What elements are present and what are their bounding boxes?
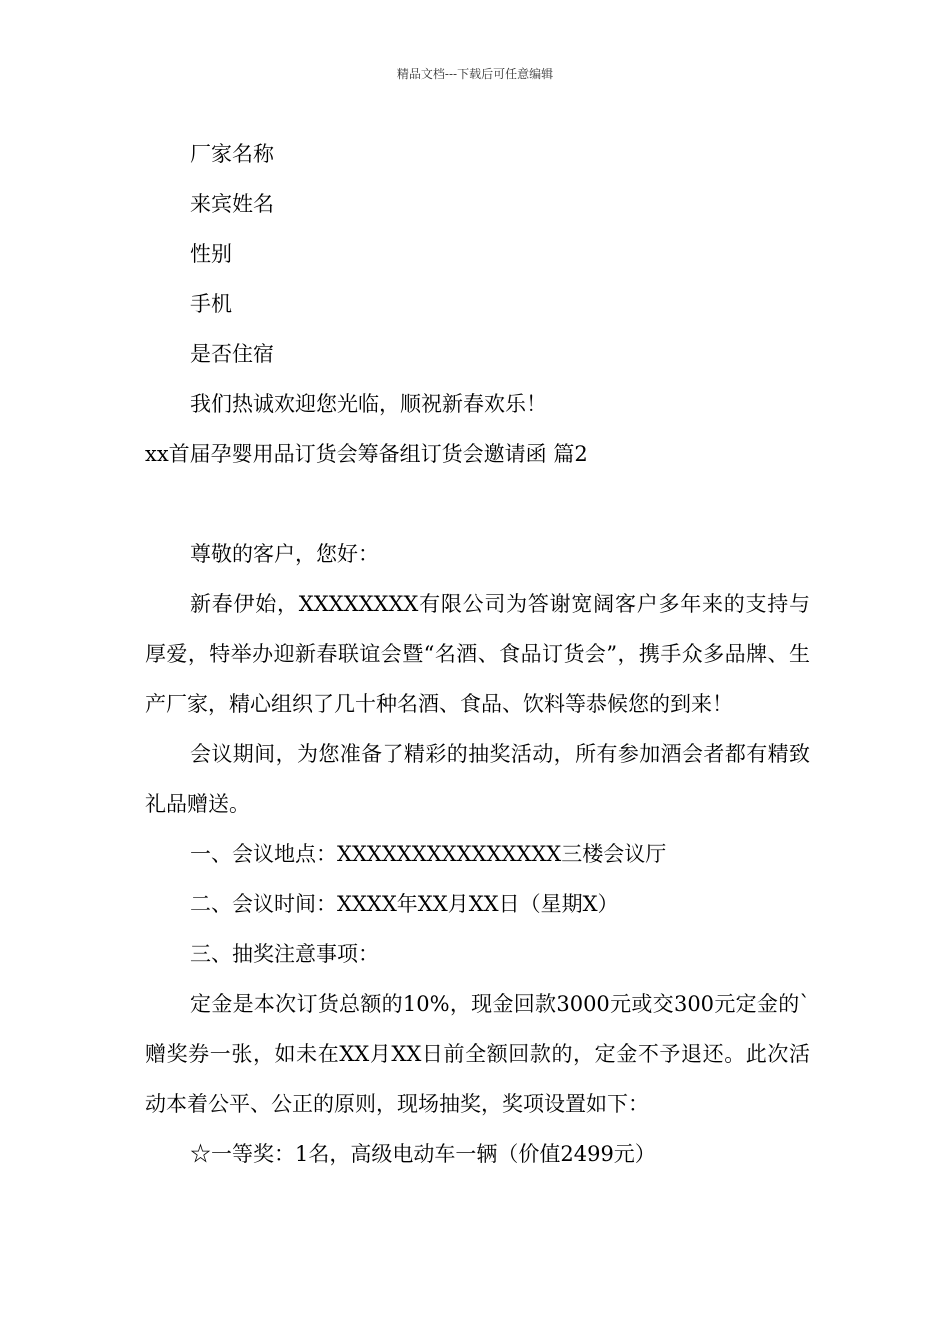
form-field-gender: 性别 (190, 242, 232, 266)
page-header: 精品文档---下载后可任意编辑 (396, 67, 554, 81)
form-field-guest-name: 来宾姓名 (190, 192, 274, 216)
form-field-accommodation: 是否住宿 (190, 342, 274, 366)
meeting-paragraph: 会议期间，为您准备了精彩的抽奖活动，所有参加酒会者都有精致礼品赠送。 (145, 742, 810, 816)
meeting-time: 二、会议时间：XXXX年XX月XX日（星期X） (190, 892, 619, 916)
meeting-location: 一、会议地点：XXXXXXXXXXXXXXX三楼会议厅 (190, 842, 667, 866)
blank-line (145, 479, 810, 529)
document-body (145, 129, 810, 1179)
form-field-phone: 手机 (190, 292, 232, 316)
intro-paragraph: 新春伊始，XXXXXXXX有限公司为答谢宽阔客户多年来的支持与厚爱，特举办迎新春联谊会暨“名酒、食品订货会”，携手众多品牌、生产厂家，精心组织了几十种名酒、食品、饮料等恭候您的到来！ (145, 592, 810, 716)
section-title: xx首届孕婴用品订货会筹备组订货会邀请函 篇2 (145, 442, 588, 466)
form-field-manufacturer: 厂家名称 (190, 142, 274, 166)
lottery-heading: 三、抽奖注意事项： (190, 942, 379, 966)
first-prize: ☆一等奖：1名，高级电动车一辆（价值2499元） (190, 1142, 656, 1166)
deposit-paragraph: 定金是本次订货总额的10%，现金回款3000元或交300元定金的`赠奖券一张，如未在XX月XX日前全额回款的，定金不予退还。此次活动本着公平、公正的原则，现场抽奖，奖项设置如下： (145, 992, 810, 1116)
greeting: 尊敬的客户，您好： (190, 542, 379, 566)
closing-line: 我们热诚欢迎您光临，顺祝新春欢乐！ (190, 392, 547, 416)
